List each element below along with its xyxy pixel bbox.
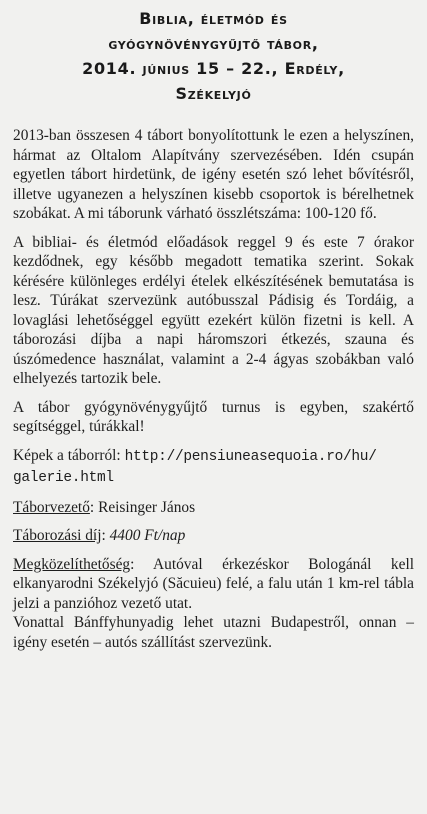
photos-url-part-2: galerie.html <box>13 470 114 486</box>
photos-label: Képek a táborról: <box>13 446 121 464</box>
access-paragraph <box>13 555 414 614</box>
leader-line <box>13 498 414 518</box>
fee-line <box>13 526 414 546</box>
access-colon: : <box>130 555 135 573</box>
document-title <box>13 6 414 106</box>
photos-url-part-1: http://pensiuneasequoia.ro/hu/ <box>124 448 377 465</box>
fee-colon: : <box>101 527 106 544</box>
leader-name: Reisinger János <box>98 498 196 516</box>
access-label: Megközelíthetőség <box>13 555 131 573</box>
document-page <box>0 6 427 814</box>
leader-colon: : <box>89 498 95 516</box>
title-line-4: Székelyjó <box>175 84 252 103</box>
photos-line <box>13 446 414 489</box>
title-line-1: Biblia, életmód és <box>139 9 288 28</box>
fee-label: Táborozási díj <box>13 527 102 544</box>
intro-paragraph: 2013-ban összesen 4 tábort bonyolítottunk le ezen a helyszínen, hármat az Oltalom Alapítvány szervezésében. Idén csupán egyetlen tábort hirdetünk, de igény esetén szó lehet bővítésről, illetve ugyanezen a helyszínen kisebb csoportok is bérelhetnek szobákat. A mi táborunk várható összlétszáma: 100-120 fő. <box>13 127 414 222</box>
train-paragraph: Vonattal Bánffyhunyadig lehet utazni Budapestről, onnan – igény esetén – autós szállítást szervezünk. <box>13 614 414 651</box>
title-line-3: 2014. június 15 – 22., Erdély, <box>82 59 345 78</box>
program-paragraph: A bibliai- és életmód előadások reggel 9 és este 7 órakor kezdődnek, egy később megadott tematika szerint. Sokak kérésére különleges erdélyi ételek elkészítésének bemutatása is lesz. Túrákat szervezünk autóbusszal Pádisig és Tordáig, a lovaglási lehetőséggel együtt ezekért külön fizetni is kell. A táborozási díjba a napi háromszori étkezés, szauna és úszómedence használat, valamint a 2-4 ágyas szobákban való elhelyezés tartozik bele. <box>13 233 414 387</box>
title-line-2: gyógynövénygyűjtő tábor, <box>108 34 319 53</box>
access-car-part-1: Autóval érkezéskor <box>153 555 289 573</box>
fee-value: 4400 Ft/nap <box>109 527 186 544</box>
leader-label: Táborvezető <box>13 498 90 516</box>
article-body <box>13 126 414 652</box>
herbs-paragraph: A tábor gyógynövénygyűjtő turnus is egyben, szakértő segítséggel, túrákkal! <box>13 398 414 435</box>
access-car-part-2: Bologánál kell elkanyarodni Székelyjó (Săcuieu) felé, a falu után 1 km-rel tábla jelzi a panzióhoz vezető utat. <box>13 555 414 612</box>
